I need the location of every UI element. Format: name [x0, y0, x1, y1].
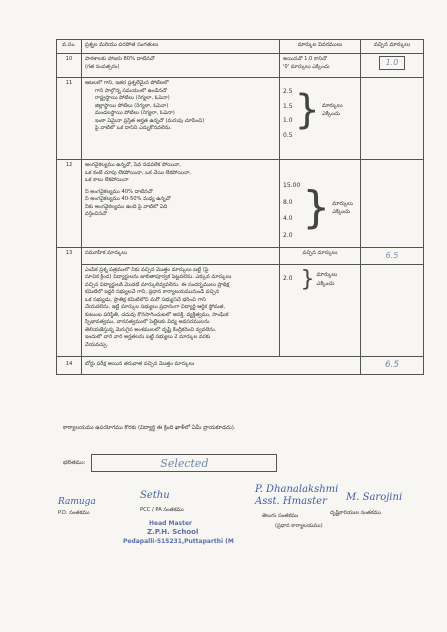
mark-value: 15.00	[283, 182, 301, 189]
row-question	[82, 78, 280, 160]
hm-signature: Sethu	[140, 490, 170, 501]
table-row-12	[57, 160, 424, 248]
question-line: రాష్ట్రస్థాయి పోటీలు (రెగ్యలా, ఓపెనా)	[95, 95, 170, 102]
mark-value: 2.0	[283, 232, 293, 240]
office-use-note: కార్యాలయము ఉపయోగము కొరకు (విద్యార్థి ఈ క్రింది ఖాళీలో ఏమీ వ్రాయకూడదు).	[63, 425, 236, 431]
question-line: పాఠశాలకు హాజరు 80% దాటినచో	[85, 56, 155, 62]
row-title: సమూహిక మార్కులు	[82, 248, 280, 265]
question-line: నీ అంగవైకల్యము 40-50% మధ్య ఉన్నచో	[85, 196, 171, 203]
office-label: (ప్రధాన కార్యాలయము)	[275, 523, 323, 529]
table-row-13-body	[57, 264, 424, 356]
unit-label: మార్కులు	[316, 271, 338, 278]
question-line: పై వాటిలో ఒక దానిని ఎన్నుకొనవలెను.	[95, 125, 172, 132]
row-score	[361, 78, 424, 160]
table-row-11	[57, 78, 424, 160]
value-group	[283, 80, 357, 141]
question-line: ఇందులో వారి వారి అర్హతలను బట్టి సభ్యులు 2 మార్కుల వరకు	[85, 334, 211, 341]
mark-value: 1.5	[283, 102, 293, 110]
brace-icon: }	[294, 87, 320, 134]
row-number: 13	[57, 248, 82, 357]
row-score	[361, 248, 424, 265]
stamp-line: Pedapalli-515231,Puttaparthi (M	[123, 537, 234, 545]
detail-line: అయినచో 1.0 కానిచో	[283, 56, 327, 62]
question-line: కమిటిలో ఇద్దరి సభ్యులచే గాని, ప్రధాన కార్యాలయమునుండి వచ్చిన	[85, 289, 220, 296]
table-row-10	[57, 54, 424, 78]
question-line: ఆటలలో గాని, ఇతర ప్రశ్నలేమైన పోటిలలో	[85, 80, 169, 86]
marks-table	[56, 39, 424, 375]
row-question	[82, 264, 280, 356]
brace-icon: }	[300, 266, 315, 292]
row-score	[361, 54, 424, 78]
row-detail	[280, 264, 361, 356]
value-group	[283, 266, 357, 292]
unit-label: మార్కులు	[332, 200, 353, 207]
row-score	[361, 160, 424, 248]
question-line: వేయవచ్చు.	[85, 341, 109, 348]
row-number: 12	[57, 160, 82, 248]
unit-label: మార్కులు	[322, 102, 343, 109]
unit-label: ఎక్కించు	[332, 209, 351, 216]
question-line: నీ అంగవైకల్యము 40% దాటినచో	[85, 188, 153, 195]
row-detail	[280, 78, 361, 160]
row-detail-title: వచ్చిన మార్కులు	[280, 248, 361, 265]
row-detail	[280, 160, 361, 248]
question-line: ఒక సభ్యుడు, ప్రాతిక్ష కమిటీలోని మరో సభ్యునిచే భరించి గాని	[85, 296, 206, 303]
remark-value: Selected	[160, 456, 209, 470]
question-line: (గత సంవత్సరం)	[85, 63, 120, 70]
score-value: 6.5	[385, 251, 399, 260]
question-line: అంగవైకల్యము ఉన్నచో, సేవ నడవలేక పోయినా,	[85, 162, 181, 168]
question-line: జిల్లాస్థాయి పోటీలు (రెగ్యలా, ఓపెనా)	[95, 102, 169, 109]
school-stamp	[123, 520, 255, 546]
coord-signature: M. Sarojini	[346, 492, 403, 503]
detail-line: '0' మార్కులు ఎక్కించు	[283, 63, 330, 70]
header-marks-given: వచ్చిన మార్కులు	[361, 40, 424, 54]
row-detail	[280, 54, 361, 78]
row-number: 11	[57, 78, 82, 160]
stamp-line: Z.P.H. School	[147, 528, 199, 537]
question-line: ఒక కంటి చూపు లేకపోయినా, ఒక చేయి లేకపోయినా,	[85, 169, 192, 176]
hm-label: PCC / PA సంతకము	[140, 507, 184, 513]
asst-signature-2: Asst. Hmaster	[255, 496, 327, 507]
table-header-row	[57, 40, 424, 54]
question-line: సూచిక క్రింద) విద్యార్థులను జాబితాపూర్వక పెట్టవలెను. ఎక్కువ మార్కులు	[85, 274, 232, 281]
mark-value: 1.0	[283, 117, 293, 125]
stamp-line: Head Master	[149, 520, 193, 527]
asst-label: తెలుగు సంతకము	[262, 513, 299, 519]
unit-label: ఎక్కించు	[322, 111, 340, 118]
remark-row	[63, 454, 277, 472]
row-score	[361, 356, 424, 374]
table-row-13	[57, 248, 424, 265]
mark-value: 2.5	[283, 88, 293, 95]
question-line: ఇంకా ఏమైనా ప్రస్తేత అర్హత ఉన్నచో (మరుపు చూపించి)	[95, 117, 205, 124]
mark-value: 2.0	[283, 275, 293, 283]
question-line: వర్తించినచో	[85, 211, 107, 218]
question-line: ఎంపిక ప్రశ్న పత్రములో నీకు వచ్చిన మొత్తం మార్కులు బట్టి (పై	[85, 266, 209, 273]
header-question: ప్రశ్నల మరియు పరపోత సంగతులు	[82, 40, 280, 54]
question-line: వచ్చిన విద్యార్థులకి మొదటి మార్కులివ్వవలెను. ఈ సందర్భములు ప్రాథిక్ష	[85, 281, 230, 288]
row-question: బోర్డు పరీక్ష అయిన తరువాత వచ్చిన మొత్తం మార్కులు	[82, 356, 361, 374]
question-line: స్పీభావత్వము, వారసత్వములో పెట్టేటకు విద్య అవసరములను	[85, 319, 210, 326]
row-number: 10	[57, 54, 82, 78]
mark-value: 8.0	[283, 198, 293, 206]
remark-box	[91, 454, 277, 472]
header-marks-detail: మార్కుల వివరములు	[280, 40, 361, 54]
question-line: గాని పాల్గొన్న సమయంలో ఉండినచో	[95, 87, 167, 94]
score-value: 6.5	[384, 359, 400, 370]
table-row-14	[57, 356, 424, 374]
pd-label: P.D. సంతకము	[58, 510, 90, 516]
question-line: తెలియజేస్తున్న మెరుగైన అంశములలో దృష్టి కేంద్రీకరించి వ్వవలెను.	[85, 326, 217, 333]
score-value: 1.0	[379, 56, 406, 70]
row-question	[82, 160, 280, 248]
value-group	[283, 162, 357, 241]
mark-value: 4.0	[283, 215, 293, 223]
asst-signature-1: P. Dhanalakshmi	[255, 484, 339, 495]
row-number: 14	[57, 356, 82, 374]
row-question	[82, 54, 280, 78]
remark-label: భలితము:	[63, 460, 86, 466]
question-line: నీకు అంగవైకల్యము ఉంది పై వాటిలో ఏది	[85, 203, 168, 210]
brace-icon: }	[302, 182, 331, 234]
question-line: మండలస్థాయి పోటీలు (రెగ్యలా, ఓపెనా)	[95, 110, 175, 117]
question-line: కుటుంబ పరిస్థితి, చదువు కొనసాగించుటలో ఆసక్తి, వ్యక్తిత్వము, సాంఘిక	[85, 311, 229, 318]
unit-label: ఎక్కించు	[316, 280, 335, 287]
question-line: ఒక కాలు లేకపోయినా	[85, 177, 129, 184]
pd-signature: Ramuga	[58, 497, 96, 507]
question-line: చేయవలెను. ఇట్టి మార్కుల సభ్యులు ప్రధానంగా విద్యార్థి ఆర్థిక స్థోమత,	[85, 304, 226, 311]
mark-value: 0.5	[283, 132, 293, 140]
header-no: వ.సం.	[57, 40, 82, 54]
coord-label: దృష్టికారియుల సంతకము	[330, 510, 381, 516]
row-score-empty	[361, 264, 424, 356]
